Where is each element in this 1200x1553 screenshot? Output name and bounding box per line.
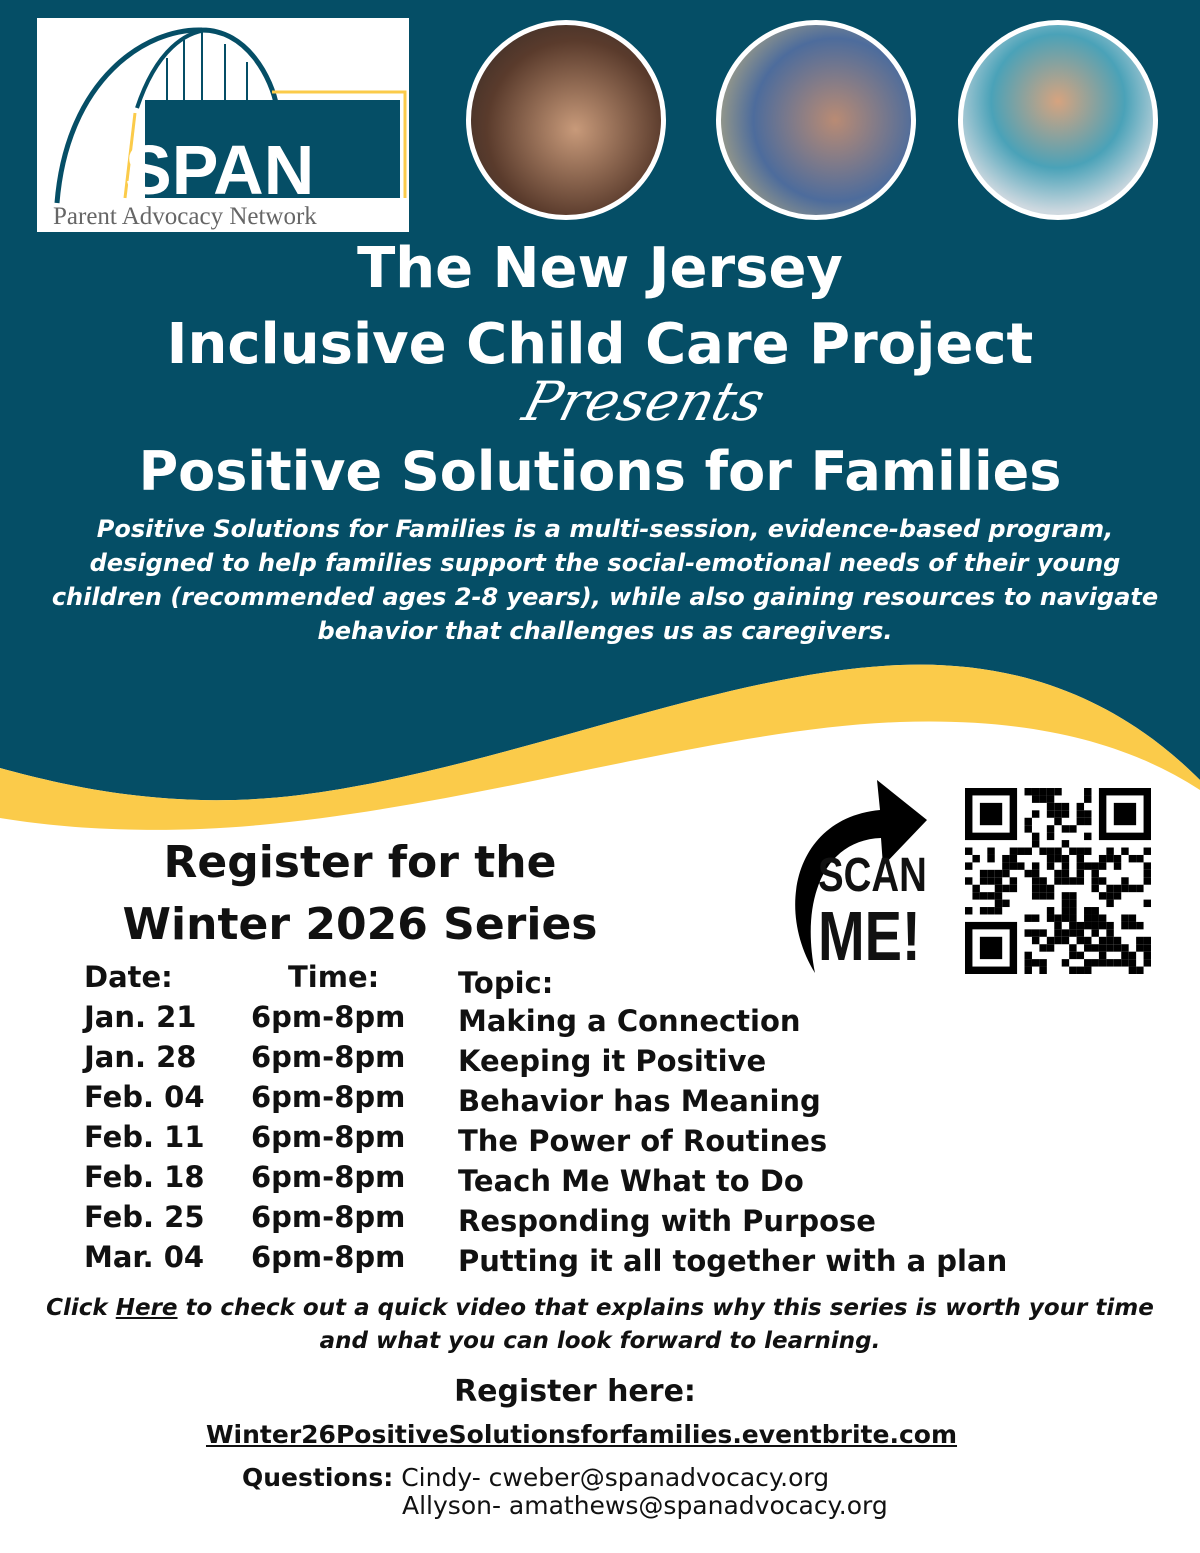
photo-toddler-playing bbox=[958, 20, 1158, 220]
header-topic: Topic: bbox=[458, 966, 554, 1000]
title-line2: Inclusive Child Care Project bbox=[166, 312, 1034, 377]
session-time: 6pm-8pm bbox=[251, 1120, 406, 1154]
header-date: Date: bbox=[84, 960, 173, 994]
logo-tagline: Parent Advocacy Network bbox=[53, 203, 317, 230]
questions-block bbox=[242, 1464, 888, 1520]
register-heading bbox=[100, 832, 620, 956]
logo-wordmark: SPAN bbox=[125, 131, 315, 209]
header-time: Time: bbox=[288, 960, 380, 994]
session-date: Jan. 28 bbox=[84, 1040, 197, 1074]
session-topic: Responding with Purpose bbox=[458, 1204, 876, 1238]
session-topic: Teach Me What to Do bbox=[458, 1164, 804, 1198]
session-date: Feb. 25 bbox=[84, 1200, 205, 1234]
session-topic: Making a Connection bbox=[458, 1004, 801, 1038]
video-note: Click Here to check out a quick video that explains why this series is worth your time and what you can look forward to learning. bbox=[46, 1295, 1154, 1354]
session-date: Feb. 04 bbox=[84, 1080, 205, 1114]
scan-me-label bbox=[818, 849, 927, 975]
program-title: Positive Solutions for Families bbox=[138, 440, 1062, 503]
session-topic: Behavior has Meaning bbox=[458, 1084, 821, 1118]
register-heading-line1: Register for the bbox=[163, 837, 557, 888]
session-date: Feb. 11 bbox=[84, 1120, 205, 1154]
qr-code[interactable] bbox=[965, 788, 1151, 974]
span-logo bbox=[37, 18, 409, 232]
registration-link[interactable]: Winter26PositiveSolutionsforfamilies.eventbrite.com bbox=[205, 1420, 958, 1449]
session-time: 6pm-8pm bbox=[251, 1080, 406, 1114]
photo-teacher-child bbox=[716, 20, 916, 220]
presents-script: Presents bbox=[516, 370, 772, 433]
photo-parent-child-reading bbox=[466, 20, 666, 220]
register-heading-line2: Winter 2026 Series bbox=[122, 899, 598, 950]
contact-allyson[interactable]: Allyson- amathews@spanadvocacy.org bbox=[402, 1491, 888, 1520]
contact-cindy[interactable]: Cindy- cweber@spanadvocacy.org bbox=[401, 1463, 830, 1492]
questions-label: Questions: bbox=[242, 1463, 394, 1492]
register-here-label: Register here: bbox=[454, 1374, 696, 1409]
session-time: 6pm-8pm bbox=[251, 1200, 406, 1234]
session-time: 6pm-8pm bbox=[251, 1240, 406, 1274]
session-topic: Putting it all together with a plan bbox=[458, 1244, 1008, 1278]
program-description: Positive Solutions for Families is a multi-session, evidence-based program, designed to help families support the social-emotional needs of their young children (recommended ages 2-8 years), while also gaining resources to navigate behavior that challenges us as caregivers. bbox=[51, 515, 1159, 645]
session-time: 6pm-8pm bbox=[251, 1160, 406, 1194]
session-date: Mar. 04 bbox=[84, 1240, 205, 1274]
me-text: ME! bbox=[818, 897, 921, 975]
session-date: Feb. 18 bbox=[84, 1160, 205, 1194]
session-time: 6pm-8pm bbox=[251, 1000, 406, 1034]
session-time: 6pm-8pm bbox=[251, 1040, 406, 1074]
video-link[interactable]: Here bbox=[115, 1295, 178, 1321]
session-topic: Keeping it Positive bbox=[458, 1044, 767, 1078]
title-line1: The New Jersey bbox=[357, 236, 843, 301]
session-topic: The Power of Routines bbox=[458, 1124, 828, 1158]
session-date: Jan. 21 bbox=[84, 1000, 197, 1034]
scan-text: SCAN bbox=[818, 849, 927, 902]
